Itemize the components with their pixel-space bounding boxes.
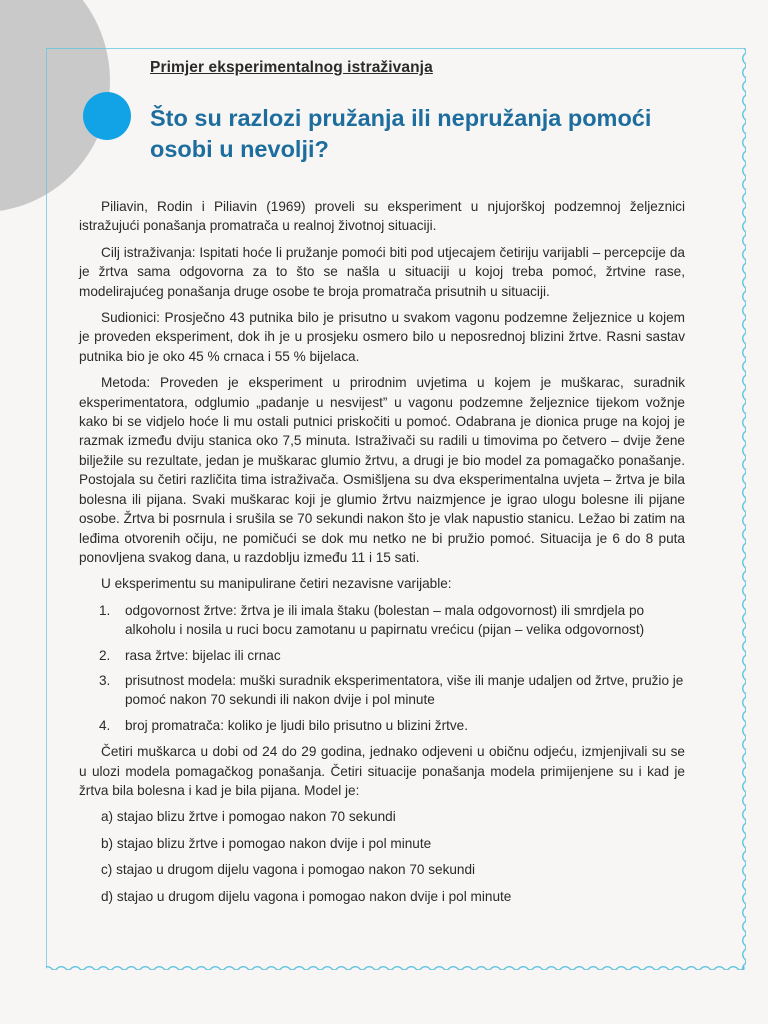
list-text: odgovornost žrtve: žrtva je ili imala štaku (bolestan – mala odgovornost) ili smrdjela po alkoholu i nosila u ruci bocu zamotanu u papirnatu vrećicu (pijan – velika odgovornost) [125,602,645,638]
list-number: 1. [99,602,111,618]
list-text: rasa žrtve: bijelac ili crnac [125,647,281,663]
list-item [99,716,685,735]
list-item: c) stajao u drugom dijelu vagona i pomogao nakon 70 sekundi [101,862,476,878]
participants-paragraph: Sudionici: Prosječno 43 putnika bilo je prisutno u svakom vagonu podzemne željeznice u kojem je proveden eksperiment, dok ih je u prosjeku osmero bilo u neposrednoj blizini žrtve. Rasni sastav putnika bio je oko 45 % crnaca i 55 % bijelaca. [79,310,685,364]
list-item [99,671,685,710]
main-content [79,197,685,913]
list-item: b) stajao blizu žrtve i pomogao nakon dvije i pol minute [101,835,432,851]
list-text: broj promatrača: koliko je ljudi bilo prisutno u blizini žrtve. [125,717,469,733]
list-item [99,646,685,665]
section-kicker: Primjer eksperimentalnog istraživanja [150,59,433,76]
page-title: Što su razlozi pružanja ili nepružanja pomoći osobi u nevolji? [150,105,652,162]
list-number: 4. [99,717,111,733]
list-item: d) stajao u drugom dijelu vagona i pomogao nakon dvije i pol minute [101,888,512,904]
list-text: prisutnost modela: muški suradnik eksperimentatora, više ili manje udaljen od žrtve, pružio je pomoć nakon 70 sekundi ili nakon dvije i pol minute [125,672,684,708]
variables-list [79,601,685,735]
list-item: a) stajao blizu žrtve i pomogao nakon 70 sekundi [101,809,396,825]
list-item [99,601,685,640]
models-paragraph: Četiri muškarca u dobi od 24 do 29 godina, jednako odjeveni u običnu odjeću, izmjenjivali su se u ulozi modela pomagačkog ponašanja. Četiri situacije ponašanja modela primijenjene su i kad je žrtva bila bolesna i kad je bila pijana. Model je: [79,744,685,798]
method-paragraph: Metoda: Proveden je eksperiment u prirodnim uvjetima u kojem je muškarac, suradnik eksperimentatora, odglumio „padanje u nesvijest” u vagonu podzemne željeznice tijekom vožnje kako bi se vidjelo hoće li mu ostali putnici priskočiti u pomoć. Odabrana je dionica pruge na kojoj je razmak između dviju stanica oko 7,5 minuta. Istraživači su radili u timovima po četvero – dvije žene bilježile su rezultate, jedan je muškarac glumio žrtvu, a drugi je bio model za pomagačko ponašanje. Postojala su četiri različita tima istraživača. Osmišljena su dva eksperimentalna uvjeta – žrtva je bila bolesna ili pijana. Svaki muškarac koji je glumio žrtvu naizmjence je igrao ulogu bolesne ili pijane osobe. Žrtva bi posrnula i srušila se 70 sekundi nakon što je vlak napustio stanicu. Ležao bi zatim na leđima otvorenih očiju, ne pomičući se dok mu netko ne bi pružio pomoć. Situacija je 6 do 8 puta ponovljena svakog dana, u razdoblju između 11 i 15 sati. [79,375,685,565]
variables-intro: U eksperimentu su manipulirane četiri nezavisne varijable: [101,576,452,592]
intro-paragraph: Piliavin, Rodin i Piliavin (1969) proveli su eksperiment u njujorškoj podzemnoj željeznici istražujući ponašanja promatrača u realnoj životnoj situaciji. [79,199,685,234]
list-number: 2. [99,647,111,663]
model-conditions-list [79,807,685,906]
title-bullet-dot [83,92,131,140]
aim-paragraph: Cilj istraživanja: Ispitati hoće li pružanje pomoći biti pod utjecajem četiriju varijabli – percepcije da je žrtva sama odgovorna za to što se našla u situaciji u kojoj treba pomoć, žrtvine rase, modelirajućeg ponašanja druge osobe te broja promatrača prisutnih u situaciji. [79,244,685,299]
list-number: 3. [99,672,111,688]
